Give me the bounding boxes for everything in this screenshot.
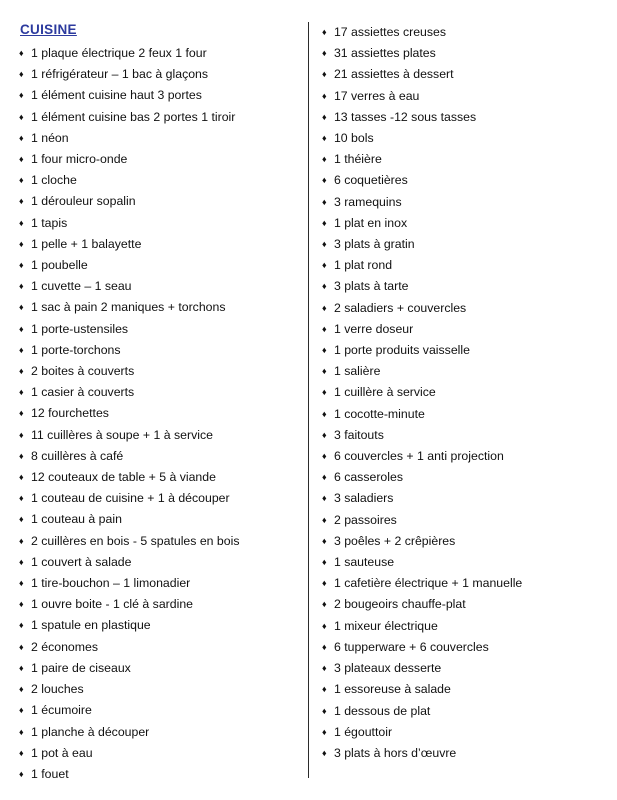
list-item: ♦ 1 cocotte-minute xyxy=(321,404,599,425)
list-item: ♦ 1 couvert à salade xyxy=(18,552,300,573)
list-item: ♦ 1 porte produits vaisselle xyxy=(321,340,599,361)
list-item: ♦ 1 tire-bouchon – 1 limonadier xyxy=(18,573,300,594)
list-item: ♦ 1 planche à découper xyxy=(18,722,300,743)
list-item: ♦ 1 porte-ustensiles xyxy=(18,319,300,340)
list-item: ♦ 3 plats à hors d’œuvre xyxy=(321,743,599,764)
list-item: ♦ 17 verres à eau xyxy=(321,86,599,107)
list-item: ♦ 6 tupperware + 6 couvercles xyxy=(321,637,599,658)
list-item: ♦ 1 égouttoir xyxy=(321,722,599,743)
list-item: ♦ 1 sauteuse xyxy=(321,552,599,573)
list-item: ♦ 2 cuillères en bois - 5 spatules en bois xyxy=(18,531,300,552)
list-item: ♦ 2 boites à couverts xyxy=(18,361,300,382)
list-item: ♦ 1 verre doseur xyxy=(321,319,599,340)
list-item: ♦ 13 tasses -12 sous tasses xyxy=(321,107,599,128)
inventory-list-right xyxy=(321,22,599,764)
list-item: ♦ 17 assiettes creuses xyxy=(321,22,599,43)
list-item: ♦ 3 faitouts xyxy=(321,425,599,446)
list-item: ♦ 3 plats à tarte xyxy=(321,276,599,297)
list-item: ♦ 1 dessous de plat xyxy=(321,701,599,722)
list-item: ♦ 1 pot à eau xyxy=(18,743,300,764)
list-item: ♦ 3 ramequins xyxy=(321,192,599,213)
list-item: ♦ 1 salière xyxy=(321,361,599,382)
list-item: ♦ 1 mixeur électrique xyxy=(321,616,599,637)
list-item: ♦ 6 couvercles + 1 anti projection xyxy=(321,446,599,467)
list-item: ♦ 10 bols xyxy=(321,128,599,149)
list-item: ♦ 31 assiettes plates xyxy=(321,43,599,64)
list-item: ♦ 12 couteaux de table + 5 à viande xyxy=(18,467,300,488)
list-item: ♦ 1 ouvre boite - 1 clé à sardine xyxy=(18,594,300,615)
left-column xyxy=(18,22,308,785)
list-item: ♦ 1 plat en inox xyxy=(321,213,599,234)
right-column xyxy=(319,22,599,764)
list-item: ♦ 1 couteau de cuisine + 1 à découper xyxy=(18,488,300,509)
list-item: ♦ 2 économes xyxy=(18,637,300,658)
list-item: ♦ 21 assiettes à dessert xyxy=(321,64,599,85)
list-item: ♦ 1 écumoire xyxy=(18,700,300,721)
list-item: ♦ 1 élément cuisine haut 3 portes xyxy=(18,85,300,106)
list-item: ♦ 3 saladiers xyxy=(321,488,599,509)
column-divider xyxy=(308,22,309,778)
list-item: ♦ 3 poêles + 2 crêpières xyxy=(321,531,599,552)
list-item: ♦ 2 passoires xyxy=(321,510,599,531)
list-item: ♦ 1 cafetière électrique + 1 manuelle xyxy=(321,573,599,594)
list-item: ♦ 1 pelle + 1 balayette xyxy=(18,234,300,255)
list-item: ♦ 1 fouet xyxy=(18,764,300,785)
list-item: ♦ 8 cuillères à café xyxy=(18,446,300,467)
list-item: ♦ 1 couteau à pain xyxy=(18,509,300,530)
list-item: ♦ 1 réfrigérateur – 1 bac à glaçons xyxy=(18,64,300,85)
list-item: ♦ 1 tapis xyxy=(18,213,300,234)
list-item: ♦ 1 porte-torchons xyxy=(18,340,300,361)
list-item: ♦ 1 cloche xyxy=(18,170,300,191)
list-item: ♦ 12 fourchettes xyxy=(18,403,300,424)
list-item: ♦ 1 four micro-onde xyxy=(18,149,300,170)
list-item: ♦ 1 plat rond xyxy=(321,255,599,276)
list-item: ♦ 1 spatule en plastique xyxy=(18,615,300,636)
inventory-list-left xyxy=(18,43,300,785)
list-item: ♦ 1 néon xyxy=(18,128,300,149)
list-item: ♦ 1 sac à pain 2 maniques + torchons xyxy=(18,297,300,318)
list-item: ♦ 2 louches xyxy=(18,679,300,700)
list-item: ♦ 6 casseroles xyxy=(321,467,599,488)
list-item: ♦ 1 cuvette – 1 seau xyxy=(18,276,300,297)
list-item: ♦ 1 essoreuse à salade xyxy=(321,679,599,700)
list-item: ♦ 1 théière xyxy=(321,149,599,170)
list-item: ♦ 2 saladiers + couvercles xyxy=(321,298,599,319)
list-item: ♦ 3 plateaux desserte xyxy=(321,658,599,679)
two-column-layout xyxy=(18,22,599,781)
list-item: ♦ 6 coquetières xyxy=(321,170,599,191)
list-item: ♦ 1 plaque électrique 2 feux 1 four xyxy=(18,43,300,64)
list-item: ♦ 1 paire de ciseaux xyxy=(18,658,300,679)
list-item: ♦ 1 cuillère à service xyxy=(321,382,599,403)
list-item: ♦ 1 dérouleur sopalin xyxy=(18,191,300,212)
list-item: ♦ 11 cuillères à soupe + 1 à service xyxy=(18,425,300,446)
list-item: ♦ 1 élément cuisine bas 2 portes 1 tiroir xyxy=(18,107,300,128)
list-item: ♦ 3 plats à gratin xyxy=(321,234,599,255)
list-item: ♦ 1 casier à couverts xyxy=(18,382,300,403)
list-item: ♦ 2 bougeoirs chauffe-plat xyxy=(321,594,599,615)
list-item: ♦ 1 poubelle xyxy=(18,255,300,276)
page-title: CUISINE xyxy=(20,22,77,37)
